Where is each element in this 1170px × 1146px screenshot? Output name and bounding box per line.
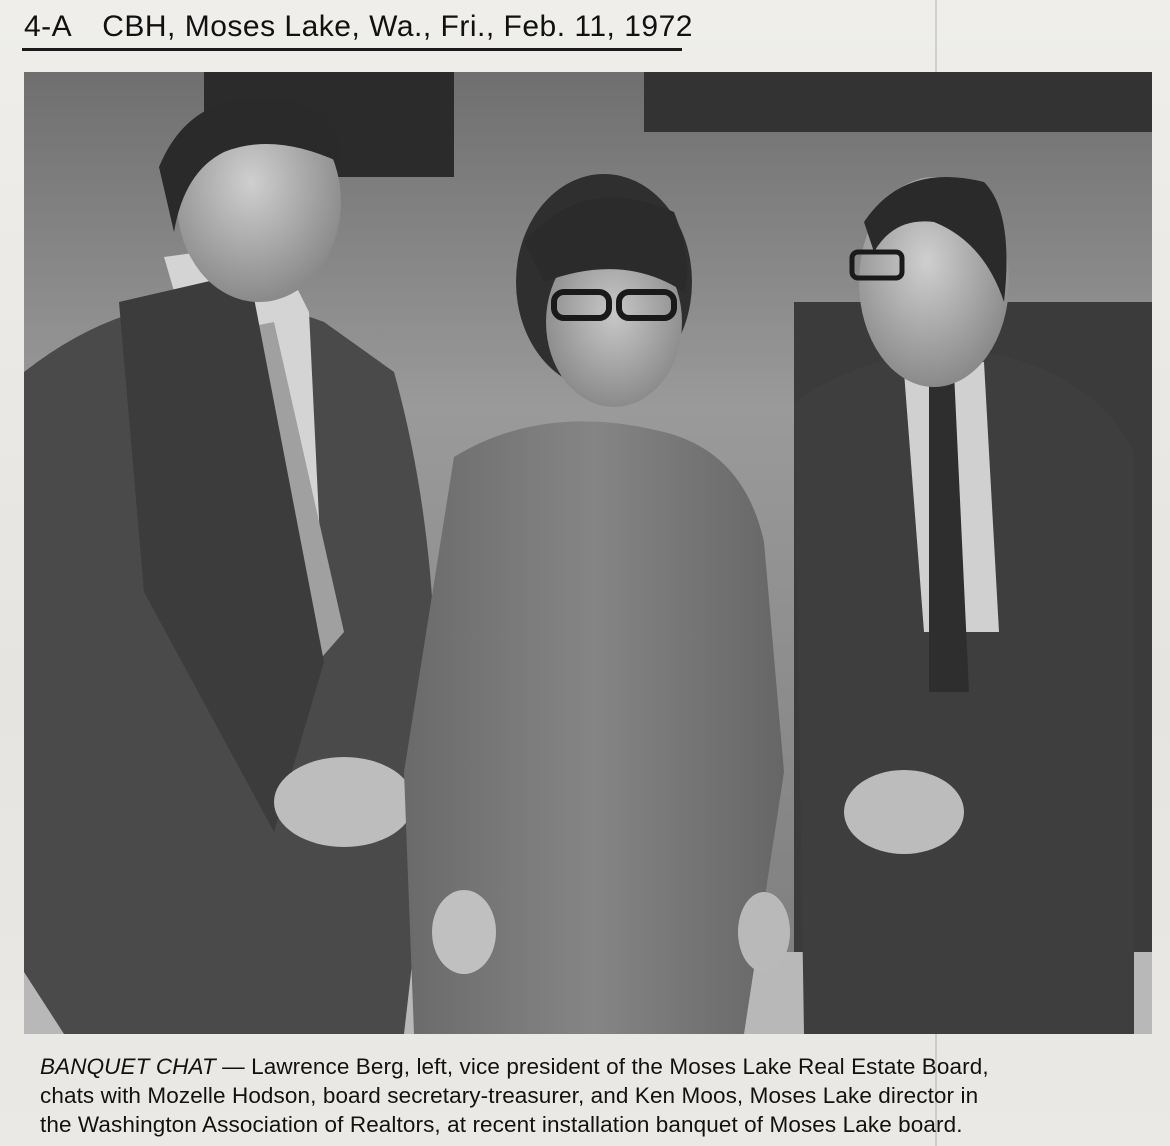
banquet-photo [24,72,1152,1034]
caption-line-3: the Washington Association of Realtors, at recent installation banquet of Moses Lake board. [40,1112,963,1137]
masthead [24,10,693,44]
masthead-underline [22,48,682,51]
caption-line-1-text: — Lawrence Berg, left, vice president of the Moses Lake Real Estate Board, [215,1054,989,1079]
photo-caption [40,1052,1150,1139]
caption-line-1 [40,1052,1150,1081]
photo-illustration [24,72,1152,1034]
caption-line-2: chats with Mozelle Hodson, board secretary-treasurer, and Ken Moos, Moses Lake director in [40,1083,979,1108]
publication-line: CBH, Moses Lake, Wa., Fri., Feb. 11, 1972 [102,10,693,43]
page-label: 4-A [24,10,71,43]
background-fixture [644,72,1152,132]
caption-lead: BANQUET CHAT [40,1054,216,1079]
